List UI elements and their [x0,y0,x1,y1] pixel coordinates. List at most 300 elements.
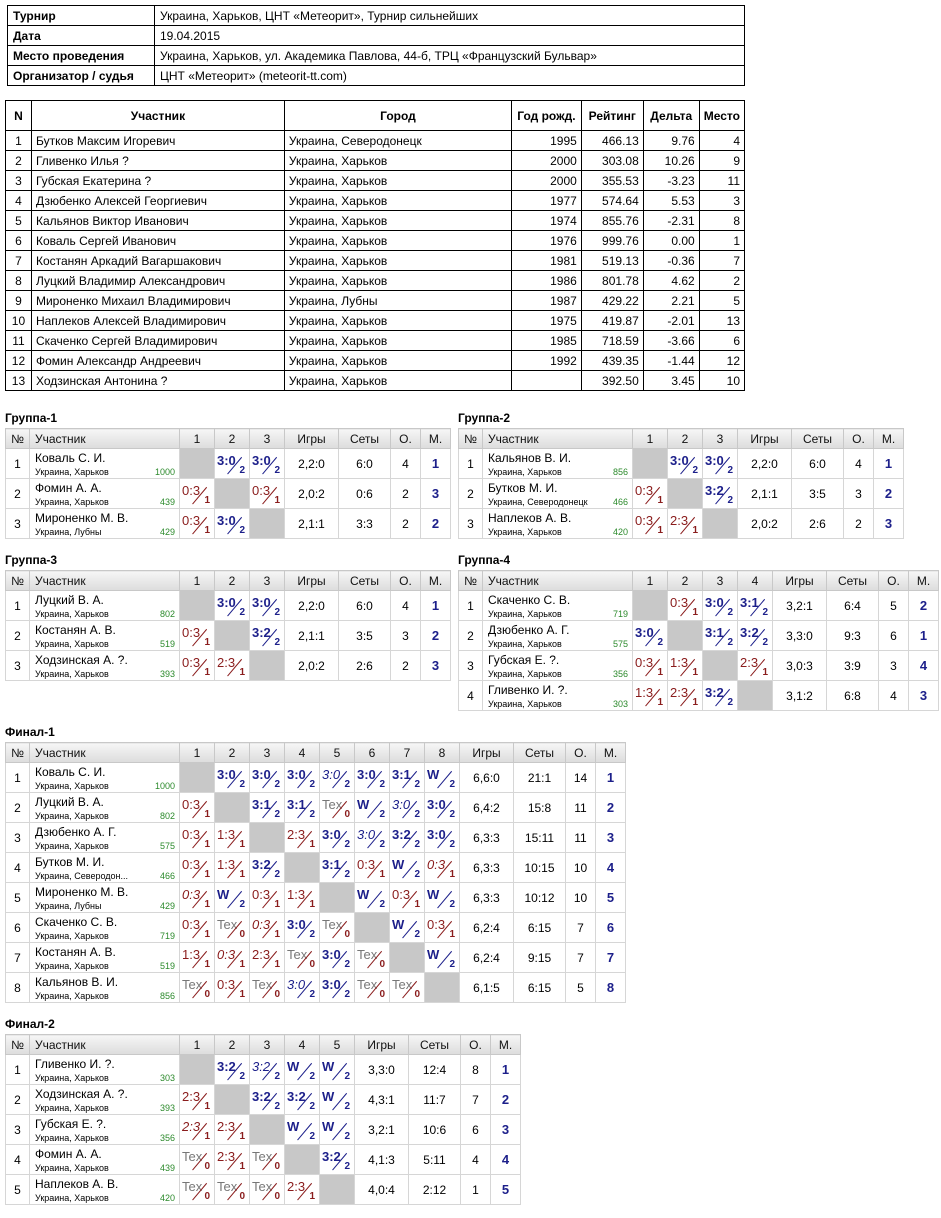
match-score: 3:0 [392,797,411,812]
participant-name: Мироненко М. В. [35,885,129,899]
match-result [738,591,773,621]
points-cell: 5 [566,973,596,1003]
place-cell: 7 [596,943,626,973]
match-points: 1 [657,697,663,708]
match-score: 3:0 [217,453,236,468]
match-score: 0:3 [182,827,201,842]
match-result [320,1145,355,1175]
sets-cell: 10:15 [514,853,566,883]
match-result [180,913,215,943]
diagonal-cell [180,591,215,621]
match-result [738,651,773,681]
player-cell: 5.53 [643,191,699,211]
group-row [6,823,626,853]
participant-city: Украина, Харьков [35,931,109,941]
match-result [215,1145,250,1175]
group-row [6,479,451,509]
match-score: 1:3 [635,685,654,700]
participant-cell [30,449,180,479]
match-result [180,1115,215,1145]
points-cell: 7 [566,943,596,973]
match-points: 2 [309,929,315,940]
player-cell: 9 [699,151,744,171]
player-cell: -1.44 [643,351,699,371]
match-points: 2 [344,839,350,850]
participant-cell [483,449,633,479]
participant-cell [30,943,180,973]
place-cell: 3 [421,651,451,681]
match-points: 2 [344,1131,350,1142]
match-points: 2 [309,989,315,1000]
points-cell: 2 [391,651,421,681]
player-cell: 4 [6,191,32,211]
row-num: 1 [6,591,30,621]
col-sets: Сеты [792,429,844,449]
match-score: 3:2 [217,1059,236,1074]
row-num: 6 [6,913,30,943]
diagonal-cell [180,763,215,793]
diagonal-cell [285,853,320,883]
match-points: 2 [344,1161,350,1172]
diagonal-cell [250,823,285,853]
col-opponent: 3 [703,571,738,591]
col-opponent: 5 [320,743,355,763]
games-cell: 4,3:1 [355,1085,409,1115]
match-result [250,449,285,479]
player-cell: 718.59 [581,331,643,351]
player-cell: 3 [699,191,744,211]
participant-cell [30,883,180,913]
match-result [320,853,355,883]
match-score: 3:2 [322,1149,341,1164]
player-cell: 801.78 [581,271,643,291]
match-score: W [322,1089,335,1104]
match-points: 0 [274,1161,280,1172]
match-points: 2 [692,465,698,476]
col-opponent: 1 [180,743,215,763]
participant-name: Бутков М. И. [35,855,105,869]
match-score: W [427,887,440,902]
match-result [180,509,215,539]
col-opponent: 2 [668,429,703,449]
player-cell: 5 [6,211,32,231]
player-cell: 13 [699,311,744,331]
games-cell: 6,3:3 [460,883,514,913]
games-cell: 4,1:3 [355,1145,409,1175]
match-score: 3:0 [252,767,271,782]
match-points: 1 [274,495,280,506]
match-result [250,591,285,621]
match-points: 1 [274,899,280,910]
player-cell: 999.76 [581,231,643,251]
player-cell: -2.01 [643,311,699,331]
group-row [6,853,626,883]
match-points: 2 [449,779,455,790]
col-opponent: 2 [215,743,250,763]
match-points: 2 [239,1071,245,1082]
match-result [668,651,703,681]
player-cell: 1974 [511,211,581,231]
sets-cell: 6:15 [514,973,566,1003]
match-points: 2 [344,959,350,970]
match-points: 1 [657,667,663,678]
points-cell: 2 [391,509,421,539]
points-cell: 10 [566,853,596,883]
col-opponent: 2 [215,429,250,449]
player-cell: -3.66 [643,331,699,351]
participant-city: Украина, Харьков [488,609,562,619]
points-cell: 2 [844,509,874,539]
match-score: 1:3 [287,887,306,902]
match-points: 2 [727,697,733,708]
match-score: W [217,887,230,902]
diagonal-cell [425,973,460,1003]
participant-city: Украина, Лубны [35,527,102,537]
row-num: 2 [6,1085,30,1115]
player-cell: 13 [6,371,32,391]
match-result [215,449,250,479]
match-score: 3:2 [252,1059,271,1074]
sets-cell: 6:15 [514,913,566,943]
match-points: 1 [692,667,698,678]
sets-cell: 3:9 [827,651,879,681]
match-points: 1 [204,929,210,940]
player-row [6,371,745,391]
group-row [6,651,451,681]
col-sets: Сеты [514,743,566,763]
match-score: 3:0 [427,827,446,842]
match-result [285,1055,320,1085]
match-points: 2 [239,607,245,618]
diagonal-cell [285,1145,320,1175]
match-score: Tex [357,977,378,992]
row-num: 4 [459,681,483,711]
group-row [459,681,939,711]
player-cell: 12 [699,351,744,371]
participant-rating: 856 [612,467,628,477]
games-cell: 6,3:3 [460,823,514,853]
match-points: 2 [274,637,280,648]
match-score: 1:3 [217,857,236,872]
row-num: 2 [6,621,30,651]
points-cell: 6 [461,1115,491,1145]
participant-rating: 519 [159,961,175,971]
match-points: 0 [274,1191,280,1202]
match-result [180,853,215,883]
row-num: 7 [6,943,30,973]
place-cell: 5 [491,1175,521,1205]
match-points: 2 [274,465,280,476]
players-header-cell: Год рожд. [511,101,581,131]
participant-rating: 1000 [154,467,175,477]
diagonal-cell [633,591,668,621]
sets-cell: 9:3 [827,621,879,651]
participant-rating: 519 [159,639,175,649]
match-score: 0:3 [182,625,201,640]
match-score: 2:3 [287,1179,306,1194]
match-result [703,681,738,711]
sets-cell: 6:0 [339,449,391,479]
col-opponent: 2 [215,571,250,591]
col-points: О. [391,429,421,449]
match-result [425,793,460,823]
match-score: 2:3 [182,1089,201,1104]
sets-cell: 2:6 [792,509,844,539]
match-result [180,943,215,973]
place-cell: 1 [421,449,451,479]
col-opponent: 8 [425,743,460,763]
games-cell: 2,2:0 [285,591,339,621]
games-cell: 2,0:2 [285,651,339,681]
sets-cell: 21:1 [514,763,566,793]
player-cell: 8 [6,271,32,291]
match-points: 2 [657,637,663,648]
match-points: 0 [239,929,245,940]
col-num: № [6,571,30,591]
match-points: 2 [309,809,315,820]
player-cell: 6 [6,231,32,251]
player-cell: 466.13 [581,131,643,151]
match-score: 2:3 [252,947,271,962]
group-row [6,621,451,651]
players-header-cell: Город [284,101,511,131]
participant-cell [30,1175,180,1205]
group-title: Группа-2 [458,411,511,425]
player-cell: 2.21 [643,291,699,311]
games-cell: 2,1:1 [738,479,792,509]
match-score: 2:3 [670,513,689,528]
col-place: М. [421,429,451,449]
sets-cell: 12:4 [409,1055,461,1085]
group-row [6,509,451,539]
player-cell: 1986 [511,271,581,291]
participant-name: Фомин А. А. [35,481,102,495]
match-points: 1 [204,1101,210,1112]
match-points: 2 [239,465,245,476]
diagonal-cell [215,621,250,651]
match-score: 3:0 [357,827,376,842]
group-title: Группа-3 [5,553,58,567]
match-score: 3:2 [287,1089,306,1104]
group-row [459,479,904,509]
group-row [6,1175,521,1205]
match-points: 1 [204,637,210,648]
participant-cell [30,509,180,539]
match-score: 3:2 [740,625,759,640]
match-result [320,973,355,1003]
participant-name: Мироненко М. В. [35,511,129,525]
match-points: 1 [657,495,663,506]
match-result [215,651,250,681]
place-cell: 2 [874,479,904,509]
col-points: О. [844,429,874,449]
participant-cell [30,793,180,823]
match-points: 1 [239,667,245,678]
participant-city: Украина, Северодон... [35,871,128,881]
place-cell: 1 [421,591,451,621]
match-points: 1 [204,869,210,880]
points-cell: 4 [879,681,909,711]
sets-cell: 11:7 [409,1085,461,1115]
match-score: 3:0 [252,453,271,468]
player-cell: 1 [6,131,32,151]
match-score: 0:3 [357,857,376,872]
player-row [6,131,745,151]
match-score: 1:3 [217,827,236,842]
match-points: 2 [274,809,280,820]
group-row [6,763,626,793]
player-cell: 3 [6,171,32,191]
col-sets: Сеты [409,1035,461,1055]
info-row [8,66,745,86]
group-row [6,1145,521,1175]
players-table [5,100,745,391]
participant-rating: 466 [612,497,628,507]
diagonal-cell [320,1175,355,1205]
games-cell: 6,4:2 [460,793,514,823]
match-points: 1 [692,607,698,618]
match-points: 2 [379,899,385,910]
match-result [250,621,285,651]
sets-cell: 5:11 [409,1145,461,1175]
games-cell: 2,0:2 [285,479,339,509]
participant-cell [30,651,180,681]
sets-cell: 9:15 [514,943,566,973]
participant-cell [483,681,633,711]
participant-cell [30,973,180,1003]
place-cell: 2 [491,1085,521,1115]
games-cell: 2,2:0 [285,449,339,479]
match-points: 0 [239,1191,245,1202]
player-cell: 0.00 [643,231,699,251]
player-cell: 1981 [511,251,581,271]
col-opponent: 7 [390,743,425,763]
row-num: 3 [6,509,30,539]
col-place: М. [874,429,904,449]
match-points: 2 [449,839,455,850]
match-score: 1:3 [182,947,201,962]
participant-rating: 303 [159,1073,175,1083]
match-result [285,1175,320,1205]
match-score: 3:0 [287,917,306,932]
match-score: 2:3 [287,827,306,842]
row-num: 1 [6,763,30,793]
participant-city: Украина, Харьков [35,669,109,679]
match-points: 2 [449,899,455,910]
match-result [425,913,460,943]
col-points: О. [879,571,909,591]
match-result [703,591,738,621]
participant-city: Украина, Харьков [488,669,562,679]
row-num: 2 [459,479,483,509]
match-result [320,1085,355,1115]
match-points: 2 [274,869,280,880]
match-score: 0:3 [670,595,689,610]
match-score: W [392,857,405,872]
col-player: Участник [30,571,180,591]
match-points: 0 [344,809,350,820]
sets-cell: 15:8 [514,793,566,823]
match-points: 0 [309,959,315,970]
participant-name: Дзюбенко А. Г. [35,825,117,839]
player-cell: -2.31 [643,211,699,231]
player-cell: Украина, Харьков [284,151,511,171]
match-result [215,1175,250,1205]
match-result [390,763,425,793]
match-points: 2 [274,779,280,790]
match-points: 1 [449,929,455,940]
group-row [459,651,939,681]
col-opponent: 4 [738,571,773,591]
player-row [6,311,745,331]
match-score: 0:3 [635,655,654,670]
sets-cell: 3:5 [792,479,844,509]
match-score: Tex [217,1179,238,1194]
match-result [285,823,320,853]
match-score: 0:3 [427,917,446,932]
row-num: 1 [459,591,483,621]
player-cell: 303.08 [581,151,643,171]
group-row [6,449,451,479]
match-score: 2:3 [182,1119,201,1134]
participant-rating: 856 [159,991,175,1001]
info-key: Организатор / судья [8,66,155,86]
row-num: 5 [6,1175,30,1205]
games-cell: 6,1:5 [460,973,514,1003]
player-row [6,251,745,271]
player-row [6,331,745,351]
participant-rating: 575 [612,639,628,649]
participant-rating: 356 [612,669,628,679]
col-place: М. [491,1035,521,1055]
player-row [6,211,745,231]
player-cell: Украина, Харьков [284,351,511,371]
match-points: 1 [204,959,210,970]
participant-cell [30,1145,180,1175]
group-table [5,428,451,539]
player-cell: 392.50 [581,371,643,391]
match-result [180,621,215,651]
group-row [459,591,939,621]
participant-cell [483,479,633,509]
player-cell: 4.62 [643,271,699,291]
games-cell: 6,2:4 [460,913,514,943]
group-header-row [6,743,626,763]
match-points: 2 [344,1101,350,1112]
games-cell: 2,1:1 [285,509,339,539]
participant-name: Кальянов В. И. [488,451,572,465]
place-cell: 4 [596,853,626,883]
match-score: Tex [322,917,343,932]
group-header-row [459,571,939,591]
match-result [320,943,355,973]
sets-cell: 6:8 [827,681,879,711]
row-num: 1 [6,449,30,479]
participant-city: Украина, Харьков [35,1193,109,1203]
points-cell: 4 [391,449,421,479]
player-cell: 9 [6,291,32,311]
diagonal-cell [215,1085,250,1115]
participant-name: Губская Е. ?. [488,653,560,667]
points-cell: 4 [391,591,421,621]
match-result [180,479,215,509]
match-score: 3:2 [252,625,271,640]
match-points: 1 [239,989,245,1000]
match-result [355,943,390,973]
match-points: 2 [414,869,420,880]
col-opponent: 1 [180,429,215,449]
match-result [180,973,215,1003]
